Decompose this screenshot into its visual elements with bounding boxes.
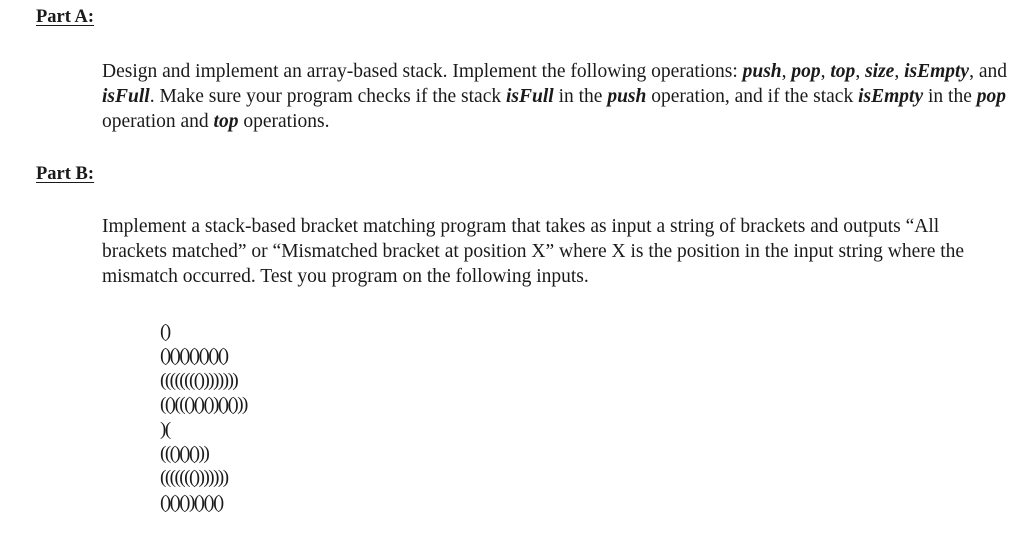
keyword: push — [742, 61, 782, 82]
keyword: top — [830, 61, 856, 82]
text-run: operations. — [238, 111, 330, 132]
text-run: , — [894, 61, 905, 82]
test-input-item: () — [160, 321, 170, 342]
keyword: top — [213, 111, 239, 132]
text-run: , — [820, 61, 831, 82]
text-run: , and — [969, 61, 1007, 82]
test-input-item: ()()()()()()() — [160, 345, 228, 367]
test-input-item: (((((((()))))))) — [160, 369, 238, 391]
text-run: Design and implement an array-based stack. Implement the following operations: — [102, 61, 743, 82]
text-run: operation and — [102, 111, 214, 132]
test-input-item: ((()()())) — [160, 443, 209, 465]
part-b-heading: Part B: — [36, 164, 95, 184]
text-run: , — [855, 61, 866, 82]
keyword: isFull — [506, 86, 554, 107]
part-a-heading: Part A: — [36, 7, 95, 27]
keyword: isEmpty — [858, 86, 924, 107]
test-input-item: (()((()()())()())) — [160, 394, 247, 416]
text-run: , — [781, 61, 792, 82]
part-b-paragraph: Implement a stack-based bracket matching program that takes as input a string of brackets and outputs “All brackets matched” or “Mismatched bracket at position X” where X is the position in the input string where the mismatch occurred. Test you program on the following inputs. — [102, 216, 965, 287]
keyword: push — [607, 86, 647, 107]
test-input-item: ()()())()()() — [160, 491, 223, 513]
test-input-list — [160, 320, 247, 515]
text-run: in the — [923, 86, 977, 107]
keyword: isFull — [102, 86, 150, 107]
test-input-item: )( — [160, 418, 170, 440]
keyword: pop — [976, 86, 1006, 107]
test-input-item: ((((((())))))) — [160, 467, 228, 489]
part-a-paragraph — [102, 59, 1007, 134]
keyword: size — [865, 61, 895, 82]
text-run: operation, and if the stack — [646, 86, 859, 107]
keyword: pop — [791, 61, 821, 82]
text-run: . Make sure your program checks if the stack — [149, 86, 506, 107]
text-run: in the — [553, 86, 608, 107]
keyword: isEmpty — [904, 61, 970, 82]
